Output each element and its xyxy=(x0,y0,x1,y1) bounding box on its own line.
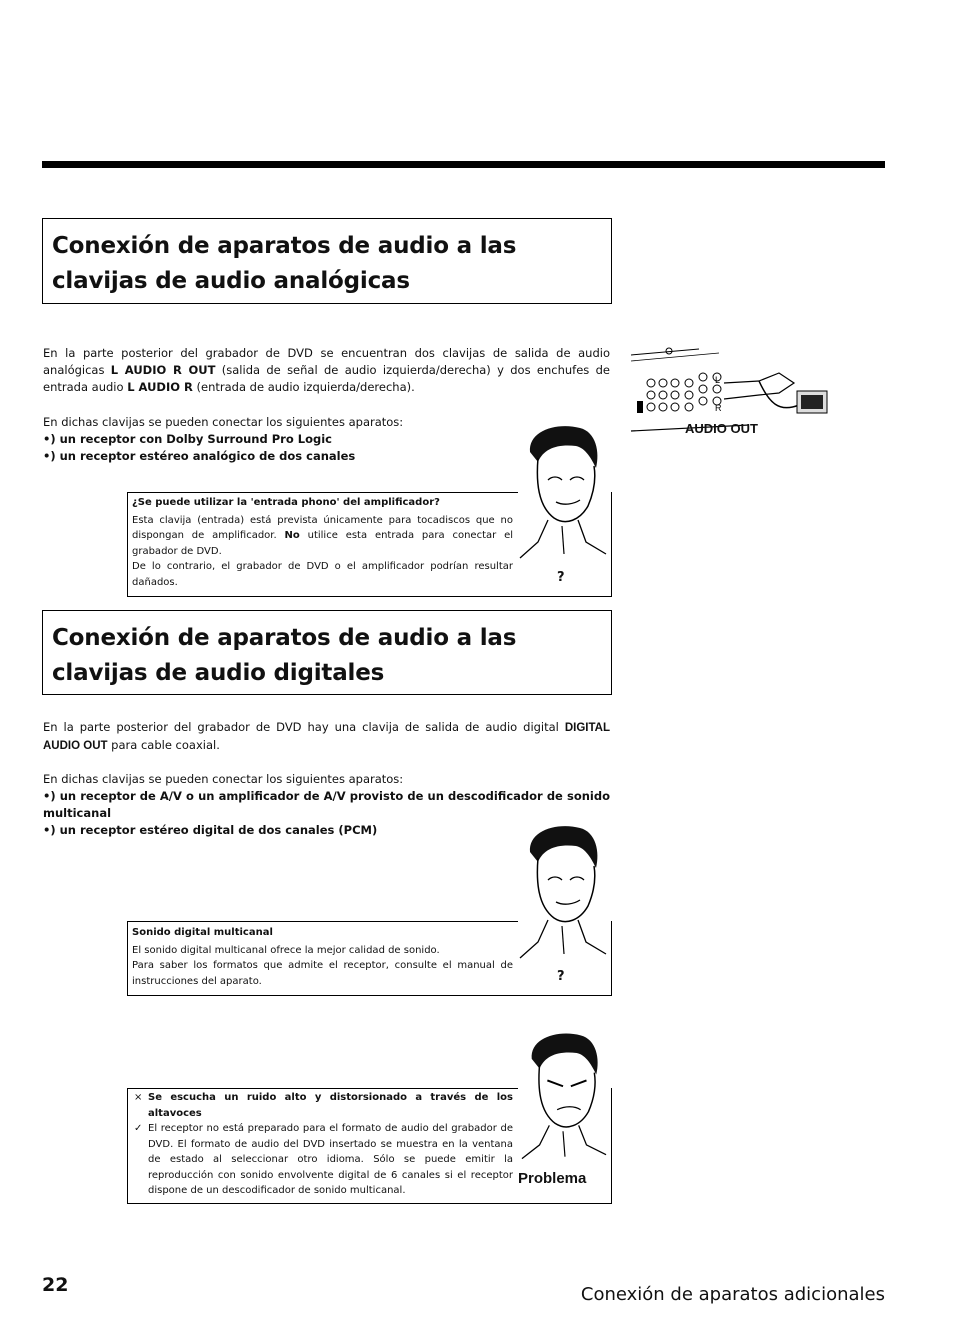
note-heading: Sonido digital multicanal xyxy=(132,927,273,938)
problem-label: Problema xyxy=(518,1170,587,1187)
phono-input-note: ¿Se puede utilizar la 'entrada phono' del amplificador? Esta clavija (entrada) está prevista únicamente para tocadiscos que no dispongan de amplificador. No utilice esta entrada para conectar el grabador de DVD. De lo contrario, el grabador de DVD o el amplificador podrían resultar dañados. ? xyxy=(127,492,612,597)
analog-devices-list: En dichas clavijas se pueden conectar los siguientes aparatos: •) un receptor con Dolby Surround Pro Logic •) un receptor estéreo analógico de dos canales xyxy=(43,414,610,465)
chapter-title: Conexión de aparatos adicionales xyxy=(580,1284,885,1305)
diagram-r-label: R xyxy=(715,403,722,413)
analog-intro-paragraph: En la parte posterior del grabador de DVD se encuentran dos clavijas de salida de audio analógicas L AUDIO R OUT (salida de señal de audio izquierda/derecha) y dos enchufes de entrada audio L AUDIO R (entrada de audio izquierda/derecha). xyxy=(43,346,610,394)
problem-heading: Se escucha un ruido alto y distorsionado a través de los altavoces xyxy=(148,1092,513,1119)
diagram-l-label: L xyxy=(715,375,721,385)
section-title-digital: Conexión de aparatos de audio a las clavijas de audio digitales xyxy=(52,625,517,686)
note-heading: ¿Se puede utilizar la 'entrada phono' del amplificador? xyxy=(132,497,440,508)
page-number: 22 xyxy=(42,1274,69,1296)
cross-icon: × xyxy=(134,1092,143,1103)
diagram-audio-out-label: AUDIO OUT xyxy=(685,421,758,436)
problem-box xyxy=(127,1088,612,1204)
list-item: •) un receptor estéreo digital de dos canales (PCM) xyxy=(43,823,378,837)
list-item: •) un receptor estéreo analógico de dos canales xyxy=(43,449,356,463)
section-title-box-analog xyxy=(42,218,612,304)
section-title-box-digital xyxy=(42,610,612,695)
list-item: •) un receptor con Dolby Surround Pro Logic xyxy=(43,432,332,446)
problem-answer: El receptor no está preparado para el formato de audio del grabador de DVD. El formato de audio del DVD insertado se muestra en la ventana de estado al seleccionar otro idioma. Sólo se puede emitir la reproducción con sonido envolvente digital de 6 canales si el receptor dispone de un descodificador de sonido multicanal. xyxy=(148,1123,513,1196)
digital-intro-paragraph: En la parte posterior del grabador de DVD hay una clavija de salida de audio digital DIGITAL AUDIO OUT para cable coaxial. xyxy=(43,720,610,752)
question-mark: ? xyxy=(557,570,565,585)
question-mark: ? xyxy=(557,969,565,984)
list-item: •) un receptor de A/V o un amplificador de A/V provisto de un descodificador de sonido multicanal xyxy=(43,789,610,820)
check-icon: ✓ xyxy=(134,1123,143,1134)
multichannel-note: Sonido digital multicanal El sonido digital multicanal ofrece la mejor calidad de sonido. Para saber los formatos que admite el receptor, consulte el manual de instrucciones del aparato. ? xyxy=(127,921,612,996)
digital-devices-list: En dichas clavijas se pueden conectar los siguientes aparatos: •) un receptor de A/V o un amplificador de A/V provisto de un descodificador de sonido multicanal •) un receptor estéreo digital de dos canales (PCM) xyxy=(43,772,610,837)
header-rule xyxy=(42,161,885,168)
section-title-analog: Conexión de aparatos de audio a las clavijas de audio analógicas xyxy=(52,233,517,294)
